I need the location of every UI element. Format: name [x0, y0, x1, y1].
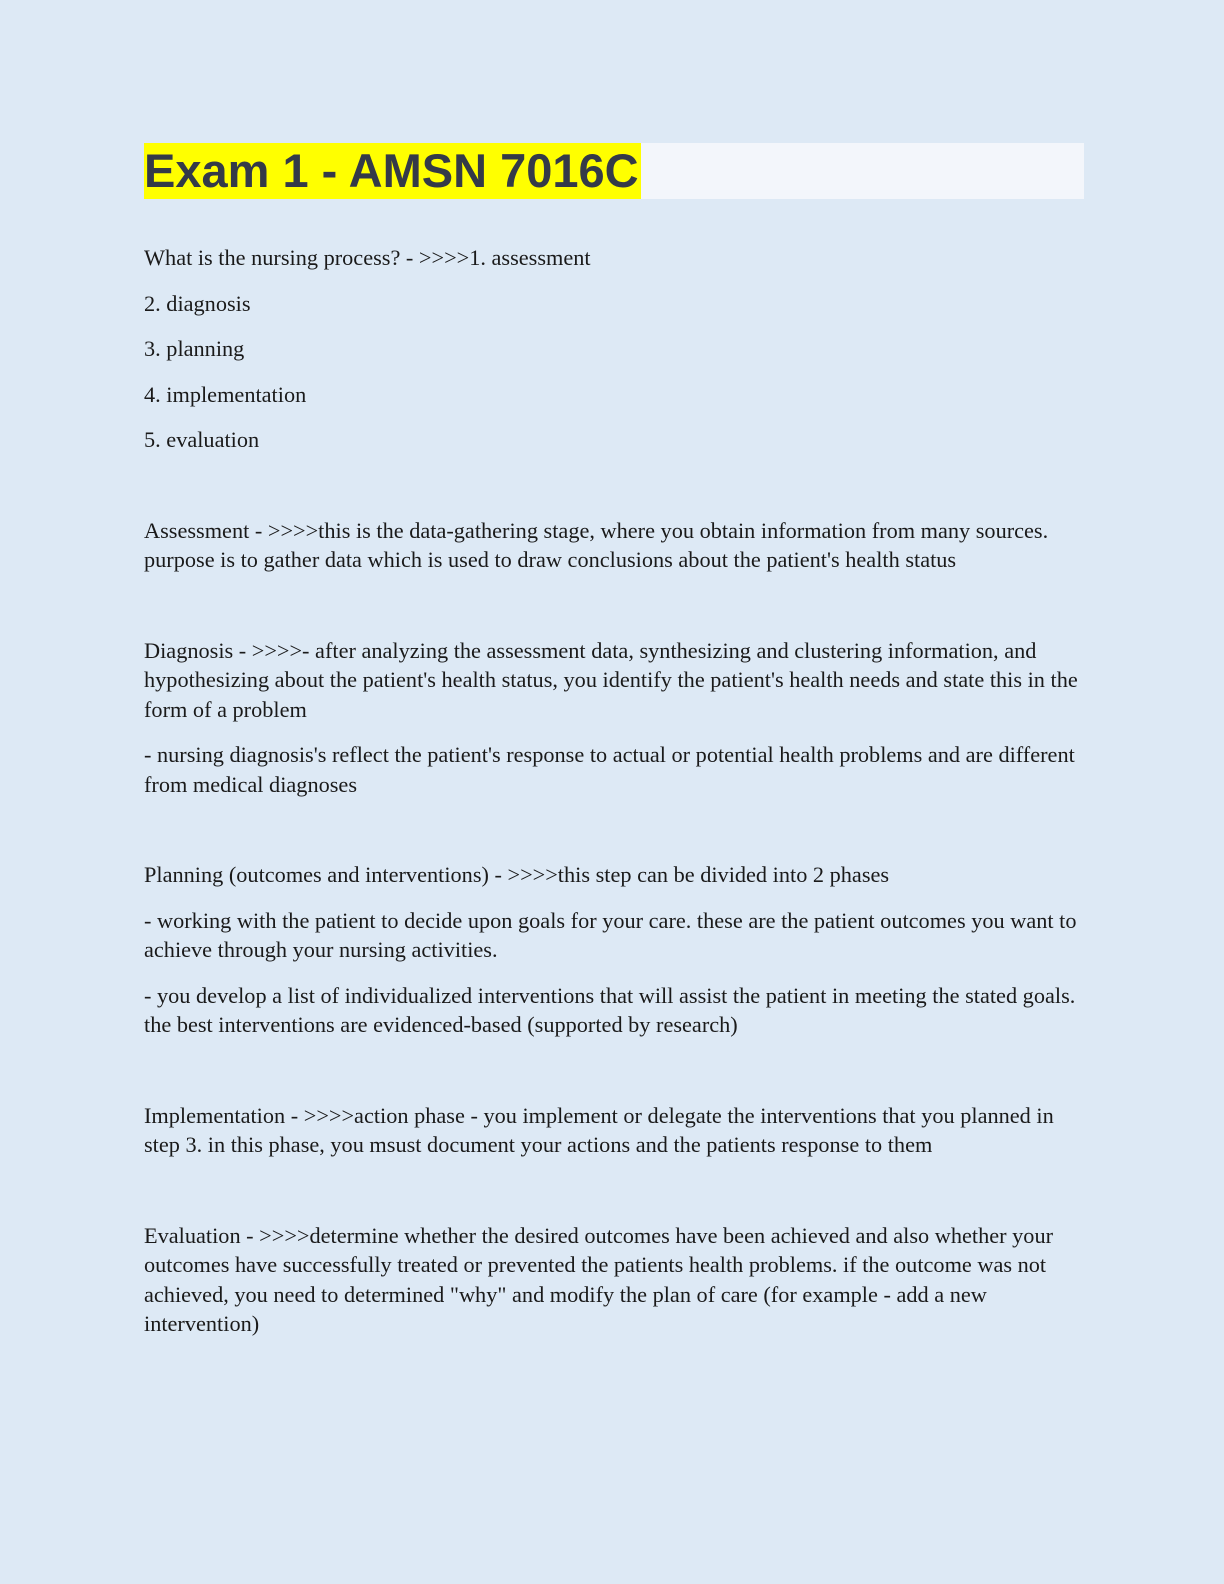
flashcard-implementation [144, 1101, 1084, 1160]
flashcard-evaluation [144, 1221, 1084, 1339]
card-text: 5. evaluation [144, 427, 260, 452]
card-text: Assessment - >>>>this is the data-gathering stage, where you obtain information from many sources. purpose is to gather data which is used to draw conclusions about the patient's health status [144, 517, 1049, 572]
title-bar [144, 143, 1084, 199]
card-text: 3. planning [144, 336, 245, 361]
flashcard-list [144, 243, 1084, 1339]
flashcard-assessment [144, 516, 1084, 575]
card-text: 2. diagnosis [144, 290, 251, 316]
card-text: Planning (outcomes and interventions) - >>>>this step can be divided into 2 phases [144, 862, 890, 887]
card-text: 4. implementation [144, 381, 307, 407]
document-page [144, 143, 1084, 1400]
flashcard-nursing-process [144, 243, 1084, 455]
card-text: - working with the patient to decide upon goals for your care. these are the patient outcomes you want to achieve through your nursing activities. [144, 907, 1077, 962]
card-text: What is the nursing process? - >>>>1. assessment [144, 245, 591, 270]
document-title: Exam 1 - AMSN 7016C [144, 144, 639, 197]
card-text: Diagnosis - >>>>- after analyzing the assessment data, synthesizing and clustering information, and hypothesizing about the patient's health status, you identify the patient's health needs and state this in the form of a problem [144, 637, 1078, 722]
card-text: - you develop a list of individualized interventions that will assist the patient in meeting the stated goals. the best interventions are evidenced-based (supported by research) [144, 982, 1076, 1037]
flashcard-diagnosis [144, 636, 1084, 800]
card-text: Implementation - >>>>action phase - you implement or delegate the interventions that you planned in step 3. in this phase, you msust document your actions and the patients response to them [144, 1102, 1054, 1157]
flashcard-planning [144, 860, 1084, 1040]
card-text: Evaluation - >>>>determine whether the desired outcomes have been achieved and also whether your outcomes have successfully treated or prevented the patients health problems. if the outcome was not achieved, you need to determined "why" and modify the plan of care (for example - add a new intervention) [144, 1222, 1054, 1336]
card-text: - nursing diagnosis's reflect the patient's response to actual or potential health problems and are different from medical diagnoses [144, 742, 1075, 797]
